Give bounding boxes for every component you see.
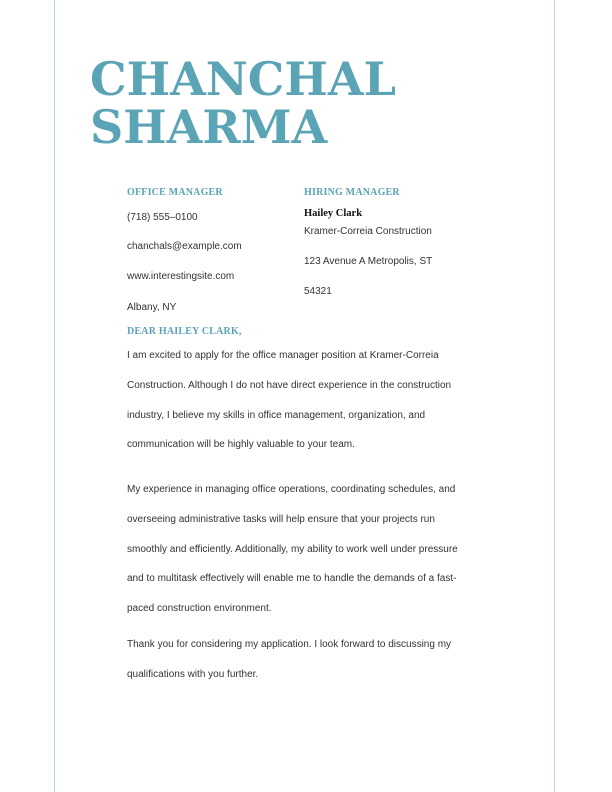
sender-title: OFFICE MANAGER <box>127 187 223 198</box>
letter-paragraph-1: I am excited to apply for the office manager position at Kramer-Correia Construction. Although I do not have direct experience in the construction industry, I believe my skills in office management, organization, and communication will be highly valuable to your team. <box>127 350 452 451</box>
left-margin-rule <box>54 0 55 792</box>
sender-phone: (718) 555–0100 <box>127 212 198 223</box>
recipient-name: Hailey Clark <box>304 208 363 219</box>
sender-last-name: SHARMA <box>90 100 328 154</box>
recipient-address-line1: 123 Avenue A Metropolis, ST <box>304 256 433 267</box>
recipient-company: Kramer-Correia Construction <box>304 226 432 237</box>
salutation: DEAR HAILEY CLARK, <box>127 326 242 337</box>
sender-location: Albany, NY <box>127 302 177 313</box>
recipient-address-line2: 54321 <box>304 286 332 297</box>
sender-first-name: CHANCHAL <box>90 52 396 106</box>
sender-website: www.interestingsite.com <box>127 271 235 282</box>
recipient-heading: HIRING MANAGER <box>304 187 400 198</box>
sender-name <box>90 52 396 154</box>
letter-paragraph-2: My experience in managing office operations, coordinating schedules, and overseeing administrative tasks will help ensure that your projects run smoothly and efficiently. Additionally, my ability to work well under pressure and to multitask effectively will enable me to handle the demands of a fast-paced construction environment. <box>127 484 458 615</box>
letter-paragraph-3: Thank you for considering my application. I look forward to discussing my qualifications with you further. <box>127 639 452 680</box>
right-margin-rule <box>554 0 555 792</box>
sender-email: chanchals@example.com <box>127 241 242 252</box>
